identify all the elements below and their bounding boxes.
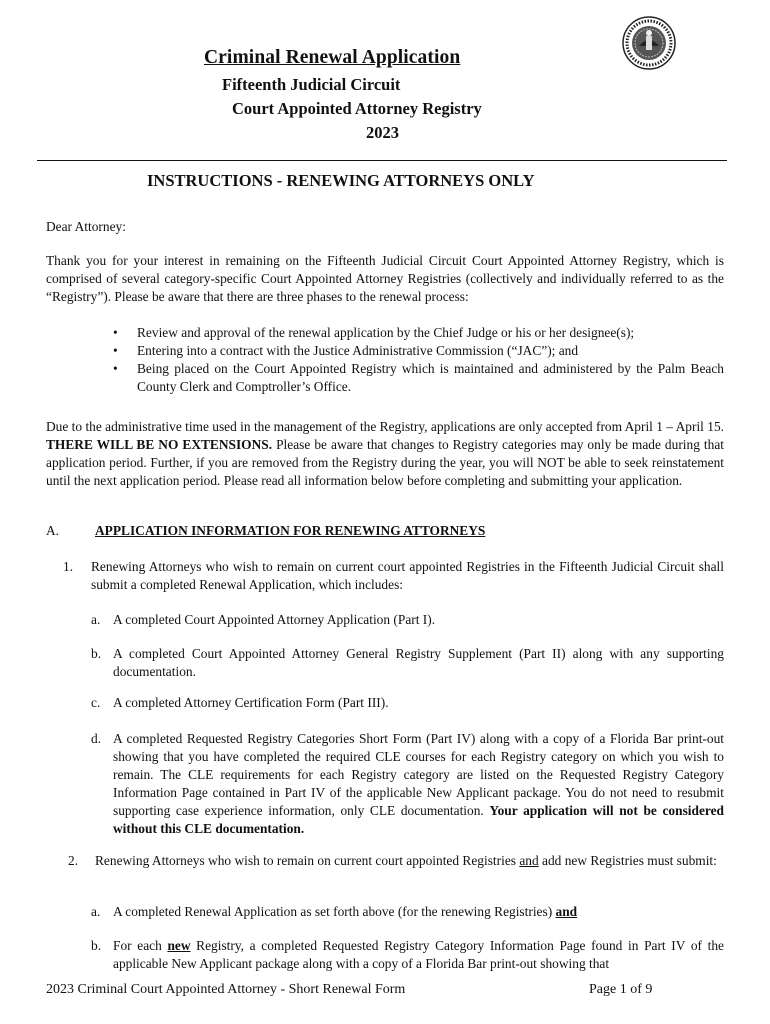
circuit-name: Fifteenth Judicial Circuit — [222, 75, 401, 94]
instructions-heading: INSTRUCTIONS - RENEWING ATTORNEYS ONLY — [147, 171, 535, 190]
item-2b-text: For each new Registry, a completed Requested Registry Category Information Page found in Part IV of the applicable New Applicant package along with a copy of a Florida Bar print-out showing that — [113, 938, 724, 971]
sub-item-label: b. — [91, 938, 102, 953]
item-1d-text: A completed Requested Registry Categories Short Form (Part IV) along with a copy of a Florida Bar print-out showing that you have completed the required CLE courses for each Registry category on which you wish to remain. The CLE requirements for each Registry category are listed on the Requested Registry Category Information Page contained in Part IV of the applicable New Applicant package. You do not need to resubmit supporting case experience information, only CLE documentation. Your application will not be considered without this CLE documentation. — [113, 731, 724, 836]
page-number: Page 1 of 9 — [589, 982, 653, 997]
sub-item-label: c. — [91, 695, 101, 710]
document-title: Criminal Renewal Application — [204, 47, 461, 68]
item-2-text: Renewing Attorneys who wish to remain on current court appointed Registries and add new Registries must submit: — [95, 853, 717, 868]
sub-item-label: a. — [91, 612, 101, 627]
item-number: 2. — [68, 853, 79, 868]
list-item: • Entering into a contract with the Justice Administrative Commission (“JAC”); and — [111, 342, 724, 360]
document-year: 2023 — [366, 123, 399, 142]
cle-requirement-notice: Your application will not be considered without this CLE documentation. — [113, 803, 724, 836]
item-1b-text: A completed Court Appointed Attorney General Registry Supplement (Part II) along with any supporting documentation. — [113, 646, 724, 679]
registry-name: Court Appointed Attorney Registry — [232, 99, 482, 118]
deadline-paragraph: Due to the administrative time used in the management of the Registry, applications are only accepted from April 1 – April 15. THERE WILL BE NO EXTENSIONS. Please be aware that changes to Registry categories may only be made during that application period. Further, if you are removed from the Registry during the year, you will NOT be able to seek reinstatement until the next application period. Please read all information below before completing and submitting your application. — [46, 419, 724, 488]
sub-item-label: a. — [91, 904, 101, 919]
list-item: • Being placed on the Court Appointed Registry which is maintained and administered by the Palm Beach County Clerk and Comptroller’s Office. — [111, 360, 724, 396]
footer-form-name: 2023 Criminal Court Appointed Attorney - Short Renewal Form — [46, 982, 406, 997]
list-item: • Review and approval of the renewal application by the Chief Judge or his or her designee(s); — [111, 324, 724, 342]
header-divider — [37, 160, 727, 161]
item-number: 1. — [63, 559, 74, 574]
sub-item-label: b. — [91, 646, 102, 661]
item-1a-text: A completed Court Appointed Attorney Application (Part I). — [113, 612, 436, 627]
renewal-phases-list — [111, 324, 724, 396]
item-2a-text: A completed Renewal Application as set forth above (for the renewing Registries) and — [113, 904, 578, 919]
item-1-text: Renewing Attorneys who wish to remain on current court appointed Registries in the Fifteenth Judicial Circuit shall submit a completed Renewal Application, which includes: — [91, 559, 724, 592]
section-title: APPLICATION INFORMATION FOR RENEWING ATTORNEYS — [95, 523, 486, 538]
salutation: Dear Attorney: — [46, 219, 126, 234]
item-1c-text: A completed Attorney Certification Form (Part III). — [113, 695, 389, 710]
section-letter: A. — [46, 523, 60, 538]
sub-item-label: d. — [91, 731, 102, 746]
court-seal-icon — [622, 16, 676, 70]
no-extensions-notice: THERE WILL BE NO EXTENSIONS. — [46, 437, 273, 452]
intro-paragraph: Thank you for your interest in remaining on the Fifteenth Judicial Circuit Court Appointed Attorney Registry, which is comprised of several category-specific Court Appointed Attorney Registries (collectively and individually referred to as the “Registry”). Please be aware that there are three phases to the renewal process: — [46, 253, 724, 304]
